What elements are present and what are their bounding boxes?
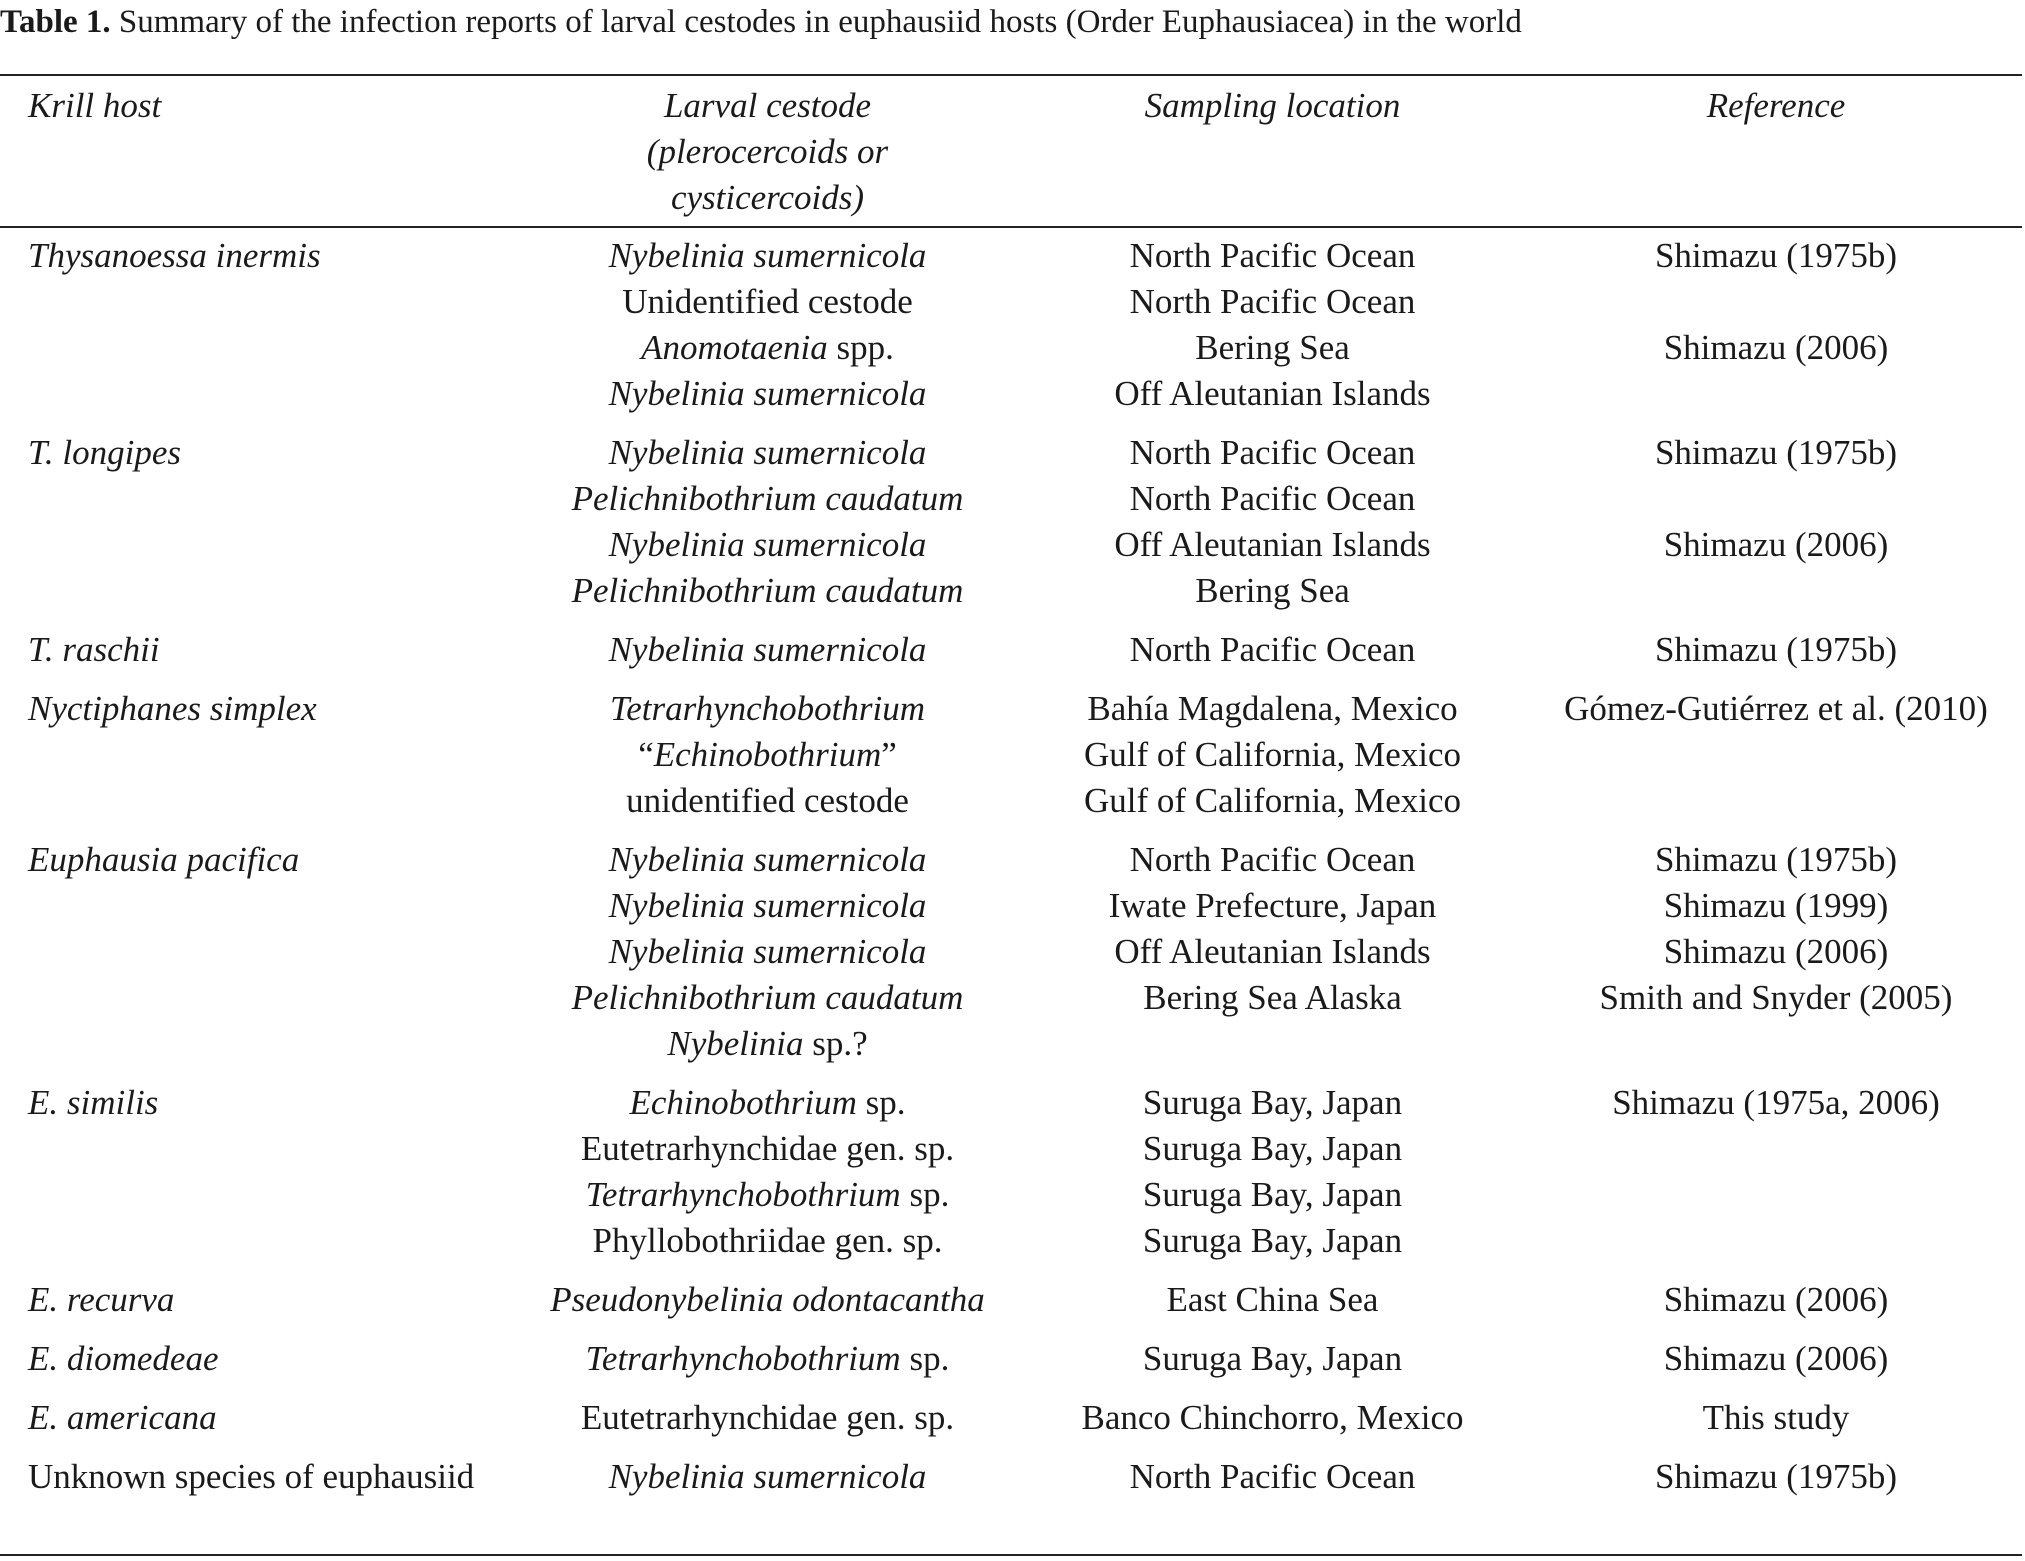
krill-host-cell: Thysanoessa inermis [28, 236, 321, 275]
cestode-entry [520, 325, 1015, 371]
cestode-name-plain: sp. [900, 1339, 950, 1378]
location-entry: North Pacific Ocean [1129, 236, 1416, 275]
location-entry: East China Sea [1166, 1280, 1379, 1319]
cestode-name-plain: sp. [900, 1175, 950, 1214]
larval-cestode-cell [520, 1454, 1015, 1500]
krill-host-cell: E. recurva [28, 1280, 175, 1319]
reference-cell [1530, 837, 2022, 1080]
reference-cell [1530, 1080, 2022, 1277]
cestode-name-plain: sp.? [803, 1024, 868, 1063]
location-entry: North Pacific Ocean [1129, 630, 1416, 669]
cestode-entry [520, 837, 1015, 883]
location-entry: Iwate Prefecture, Japan [1108, 886, 1437, 925]
reference-entry [1530, 476, 2022, 522]
reference-entry [1530, 1218, 2022, 1264]
larval-cestode-cell [520, 1336, 1015, 1395]
table-row [0, 1277, 2022, 1336]
reference-cell [1530, 1277, 2022, 1336]
header-cestode-line-1: Larval cestode [663, 86, 872, 125]
reference-cell [1530, 233, 2022, 430]
sampling-location-cell [1015, 430, 1530, 627]
cestode-entry [520, 430, 1015, 476]
reference-entry: Smith and Snyder (2005) [1599, 978, 1953, 1017]
larval-cestode-cell [520, 686, 1015, 837]
cestode-entry [520, 279, 1015, 325]
header-table [0, 83, 2022, 221]
cestode-name-italic: Echinobothrium [653, 735, 882, 774]
location-entry: Suruga Bay, Japan [1142, 1221, 1403, 1260]
header-sampling-location: Sampling location [1144, 86, 1401, 125]
cestode-name-plain: spp. [827, 328, 894, 367]
table-body [0, 233, 2022, 1500]
sampling-location-cell [1015, 1336, 1530, 1395]
location-entry [1015, 1021, 1530, 1067]
location-entry: Gulf of California, Mexico [1083, 781, 1462, 820]
reference-entry: Shimazu (1975a, 2006) [1612, 1083, 1940, 1122]
data-table [0, 233, 2022, 1500]
larval-cestode-cell [520, 233, 1015, 430]
header-cestode-line-3: cysticercoids) [670, 178, 865, 217]
cestode-entry [520, 1277, 1015, 1323]
reference-cell [1530, 1336, 2022, 1395]
krill-host-cell: Euphausia pacifica [28, 840, 300, 879]
reference-entry: Shimazu (2006) [1663, 328, 1889, 367]
header-krill-host: Krill host [28, 86, 162, 125]
reference-entry: Shimazu (2006) [1663, 1339, 1889, 1378]
reference-cell [1530, 430, 2022, 627]
cestode-entry [520, 233, 1015, 279]
reference-entry: Shimazu (2006) [1663, 525, 1889, 564]
krill-host-cell: E. diomedeae [28, 1339, 219, 1378]
sampling-location-cell [1015, 837, 1530, 1080]
krill-host-cell: E. similis [28, 1083, 159, 1122]
cestode-entry [520, 522, 1015, 568]
cestode-name-italic: Anomotaenia [641, 328, 828, 367]
cestode-entry [520, 883, 1015, 929]
table-row [0, 837, 2022, 1080]
cestode-entry [520, 975, 1015, 1021]
cestode-name-italic: Nybelinia sumernicola [608, 236, 927, 275]
cestode-entry [520, 1454, 1015, 1500]
location-entry: Bering Sea [1195, 571, 1350, 610]
krill-host-cell: Nyctiphanes simplex [28, 689, 317, 728]
reference-cell [1530, 1395, 2022, 1454]
cestode-name-italic: Tetrarhynchobothrium [585, 1175, 901, 1214]
cestode-name-plain: Eutetrarhynchidae gen. sp. [580, 1129, 955, 1168]
cestode-name-plain: sp. [856, 1083, 906, 1122]
reference-entry: Shimazu (1975b) [1654, 1457, 1898, 1496]
location-entry: North Pacific Ocean [1129, 433, 1416, 472]
reference-entry [1530, 1021, 2022, 1067]
cestode-entry [520, 1126, 1015, 1172]
sampling-location-cell [1015, 1454, 1530, 1500]
location-entry: Suruga Bay, Japan [1142, 1175, 1403, 1214]
reference-entry [1530, 732, 2022, 778]
location-entry: Off Aleutanian Islands [1114, 374, 1431, 413]
table-row [0, 1336, 2022, 1395]
reference-entry: Shimazu (2006) [1663, 932, 1889, 971]
cestode-entry [520, 1395, 1015, 1441]
location-entry: Off Aleutanian Islands [1114, 525, 1431, 564]
location-entry: North Pacific Ocean [1129, 1457, 1416, 1496]
table-row [0, 1080, 2022, 1277]
cestode-name-italic: Nybelinia sumernicola [608, 630, 927, 669]
table-caption [0, 0, 2010, 44]
cestode-entry [520, 929, 1015, 975]
location-entry: Suruga Bay, Japan [1142, 1339, 1403, 1378]
cestode-name-italic: Nybelinia [667, 1024, 804, 1063]
location-entry: Bering Sea [1195, 328, 1350, 367]
reference-entry: Shimazu (1999) [1663, 886, 1889, 925]
larval-cestode-cell [520, 627, 1015, 686]
location-entry: Bahía Magdalena, Mexico [1087, 689, 1458, 728]
cestode-name-italic: Echinobothrium [629, 1083, 857, 1122]
cestode-entry [520, 732, 1015, 778]
location-entry: Suruga Bay, Japan [1142, 1083, 1403, 1122]
cestode-name-italic: Nybelinia sumernicola [608, 374, 927, 413]
cestode-name-italic: Nybelinia sumernicola [608, 932, 927, 971]
sampling-location-cell [1015, 233, 1530, 430]
cestode-entry [520, 1336, 1015, 1382]
larval-cestode-cell [520, 1080, 1015, 1277]
cestode-name-italic: Tetrarhynchobothrium [585, 1339, 901, 1378]
cestode-entry [520, 1080, 1015, 1126]
krill-host-cell: T. raschii [28, 630, 160, 669]
location-entry: Bering Sea Alaska [1143, 978, 1402, 1017]
cestode-name-italic: Pelichnibothrium caudatum [571, 978, 964, 1017]
cestode-entry [520, 1172, 1015, 1218]
larval-cestode-cell [520, 1277, 1015, 1336]
reference-entry: Shimazu (1975b) [1654, 840, 1898, 879]
reference-cell [1530, 627, 2022, 686]
reference-entry: Shimazu (2006) [1663, 1280, 1889, 1319]
sampling-location-cell [1015, 1277, 1530, 1336]
reference-cell [1530, 1454, 2022, 1500]
reference-entry [1530, 1172, 2022, 1218]
cestode-entry [520, 371, 1015, 417]
reference-entry [1530, 778, 2022, 824]
top-rule [0, 74, 2022, 76]
cestode-entry [520, 568, 1015, 614]
location-entry: Suruga Bay, Japan [1142, 1129, 1403, 1168]
table-row [0, 627, 2022, 686]
location-entry: Off Aleutanian Islands [1114, 932, 1431, 971]
table-row [0, 430, 2022, 627]
reference-cell [1530, 686, 2022, 837]
reference-entry [1530, 1126, 2022, 1172]
table-row [0, 233, 2022, 430]
reference-entry [1530, 371, 2022, 417]
cestode-name-italic: Nybelinia sumernicola [608, 840, 927, 879]
table-row [0, 1454, 2022, 1500]
location-entry: Gulf of California, Mexico [1083, 735, 1462, 774]
location-entry: North Pacific Ocean [1129, 282, 1416, 321]
header-cestode-line-2: (plerocercoids or [646, 132, 889, 171]
sampling-location-cell [1015, 1080, 1530, 1277]
cestode-name-plain: Phyllobothriidae gen. sp. [592, 1221, 943, 1260]
reference-entry [1530, 568, 2022, 614]
cestode-entry [520, 1218, 1015, 1264]
cestode-quote: “ [638, 735, 654, 774]
sampling-location-cell [1015, 686, 1530, 837]
cestode-entry [520, 1021, 1015, 1067]
larval-cestode-cell [520, 837, 1015, 1080]
larval-cestode-cell [520, 1395, 1015, 1454]
sampling-location-cell [1015, 627, 1530, 686]
cestode-name-plain: ” [881, 735, 897, 774]
reference-entry: This study [1702, 1398, 1850, 1437]
table-row [0, 1395, 2022, 1454]
reference-entry: Shimazu (1975b) [1654, 630, 1898, 669]
header-rule [0, 226, 2022, 228]
cestode-name-plain: Unidentified cestode [622, 282, 913, 321]
caption-label: Table 1. [0, 4, 111, 40]
cestode-name-italic: Nybelinia sumernicola [608, 1457, 927, 1496]
cestode-entry [520, 778, 1015, 824]
cestode-name-italic: Pelichnibothrium caudatum [571, 571, 964, 610]
cestode-entry [520, 476, 1015, 522]
cestode-name-plain: Eutetrarhynchidae gen. sp. [580, 1398, 955, 1437]
cestode-name-italic: Nybelinia sumernicola [608, 886, 927, 925]
reference-entry: Shimazu (1975b) [1654, 236, 1898, 275]
cestode-entry [520, 686, 1015, 732]
caption-text: Summary of the infection reports of larval cestodes in euphausiid hosts (Order Euphausiacea) in the world [118, 4, 1522, 40]
cestode-entry [520, 627, 1015, 673]
krill-host-cell: E. americana [28, 1398, 217, 1437]
reference-entry: Gómez-Gutiérrez et al. (2010) [1564, 689, 1988, 728]
krill-host-cell: T. longipes [28, 433, 181, 472]
krill-host-cell: Unknown species of euphausiid [28, 1457, 475, 1496]
cestode-name-italic: Nybelinia sumernicola [608, 433, 927, 472]
reference-entry [1530, 279, 2022, 325]
cestode-name-plain: unidentified cestode [626, 781, 909, 820]
larval-cestode-cell [520, 430, 1015, 627]
cestode-name-italic: Tetrarhynchobothrium [609, 689, 926, 728]
location-entry: Banco Chinchorro, Mexico [1081, 1398, 1464, 1437]
cestode-name-italic: Nybelinia sumernicola [608, 525, 927, 564]
cestode-name-italic: Pseudonybelinia odontacantha [550, 1280, 985, 1319]
bottom-rule [0, 1554, 2022, 1556]
cestode-name-italic: Pelichnibothrium caudatum [571, 479, 964, 518]
header-larval-cestode [520, 83, 1015, 221]
location-entry: North Pacific Ocean [1129, 840, 1416, 879]
header-reference: Reference [1706, 86, 1846, 125]
table-row [0, 686, 2022, 837]
location-entry: North Pacific Ocean [1129, 479, 1416, 518]
reference-entry: Shimazu (1975b) [1654, 433, 1898, 472]
header-row [0, 83, 2022, 221]
sampling-location-cell [1015, 1395, 1530, 1454]
